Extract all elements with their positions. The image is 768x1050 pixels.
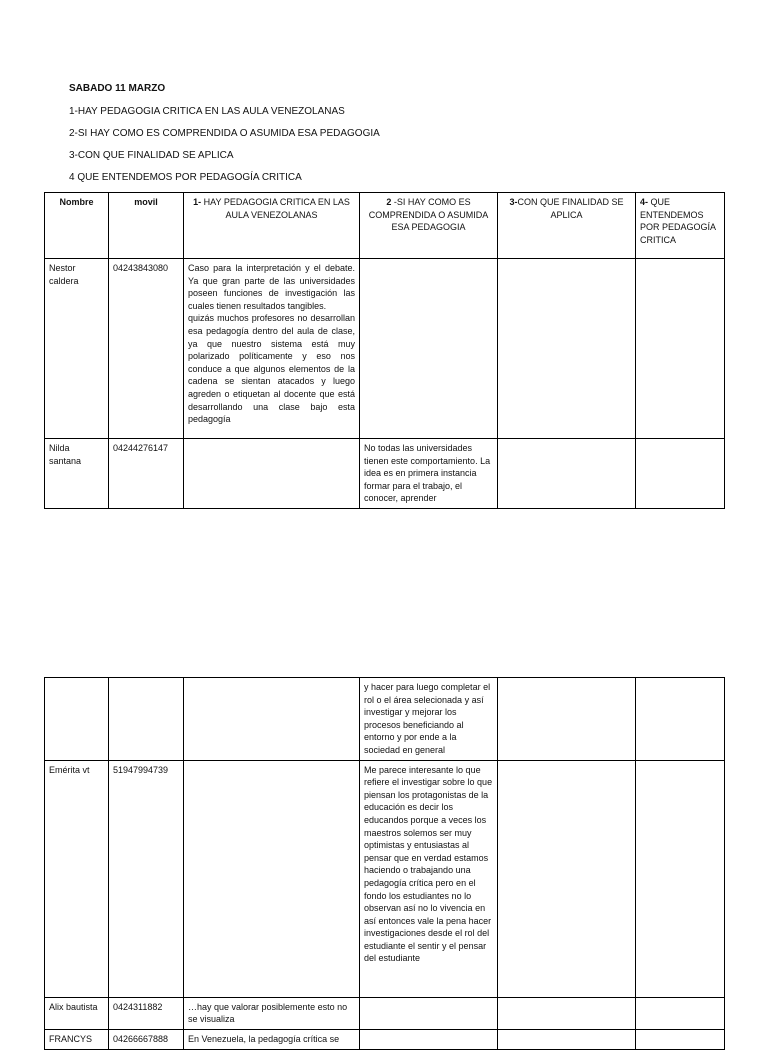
row-answer-q2: Me parece interesante lo que refiere el investigar sobre lo que piensan los protagonistas de la educación es decir los educandos porque a veces los maestros solemos ser muy optimistas y entusiastas al pensar que en verdad estamos haciendo o trabajando una pedagogía crítica pero en el fondo los estudiantes no lo observan así no lo vivencia en así entonces vale la pena hacer investigaciones desde el rol del estudiante el sentir y el pensar del estudiante: [360, 760, 498, 997]
row-name: Emérita vt: [45, 760, 109, 997]
row-phone: 04243843080: [109, 259, 184, 439]
row-answer-q3: [498, 997, 636, 1029]
table-row: [45, 439, 725, 509]
row-answer-q2: [360, 259, 498, 439]
question-3: 3-CON QUE FINALIDAD SE APLICA: [69, 150, 234, 161]
row-answer-q4: [636, 439, 725, 509]
row-answer-q1: [184, 678, 360, 761]
row-answer-q4: [636, 760, 725, 997]
document-date: SABADO 11 MARZO: [69, 83, 166, 94]
column-header-nombre: Nombre: [45, 193, 109, 259]
row-answer-q2: y hacer para luego completar el rol o el área selecionada y así investigar y mejorar los procesos beneficiando al entorno y por ende a la sociedad en general: [360, 678, 498, 761]
row-name: Nilda santana: [45, 439, 109, 509]
row-name: Nestor caldera: [45, 259, 109, 439]
row-answer-q3: [498, 259, 636, 439]
row-answer-q4: [636, 1029, 725, 1049]
row-answer-q1: En Venezuela, la pedagogía crítica se: [184, 1029, 360, 1049]
responses-table-continued: [44, 677, 725, 1050]
row-name: FRANCYS: [45, 1029, 109, 1049]
table-row: [45, 259, 725, 439]
row-answer-q1: Caso para la interpretación y el debate. Ya que gran parte de las universidades poseen funciones de investigación las cuales tienen resultados tangibles. quizás muchos profesores no desarrollan esa pedagogía dentro del aula de clase, ya que nuestro sistema está muy polarizado políticamente y eso nos conduce a que algunos elementos de la cadena se sientan atacados y luego agreden o etiquetan al docente que está desarrollando una clase bajo esta pedagogía: [184, 259, 360, 439]
row-phone: 04266667888: [109, 1029, 184, 1049]
table-row: [45, 760, 725, 997]
column-header-q4: 4- QUE ENTENDEMOS POR PEDAGOGÍA CRITICA: [636, 193, 725, 259]
row-name: [45, 678, 109, 761]
table-row: [45, 1029, 725, 1049]
row-answer-q1: [184, 439, 360, 509]
column-header-q1: 1- HAY PEDAGOGIA CRITICA EN LAS AULA VENEZOLANAS: [184, 193, 360, 259]
row-answer-q4: [636, 997, 725, 1029]
row-answer-q3: [498, 1029, 636, 1049]
responses-table: [44, 192, 725, 509]
question-2: 2-SI HAY COMO ES COMPRENDIDA O ASUMIDA ESA PEDAGOGIA: [69, 128, 380, 139]
row-answer-q4: [636, 259, 725, 439]
table-row: [45, 678, 725, 761]
row-phone: 04244276147: [109, 439, 184, 509]
row-answer-q2: No todas las universidades tienen este comportamiento. La idea es en primera instancia formar para el trabajo, el conocer, aprender: [360, 439, 498, 509]
row-phone: 51947994739: [109, 760, 184, 997]
column-header-q3: 3-CON QUE FINALIDAD SE APLICA: [498, 193, 636, 259]
row-answer-q3: [498, 439, 636, 509]
row-name: Alix bautista: [45, 997, 109, 1029]
row-answer-q4: [636, 678, 725, 761]
row-answer-q2: [360, 997, 498, 1029]
question-1: 1-HAY PEDAGOGIA CRITICA EN LAS AULA VENEZOLANAS: [69, 106, 345, 117]
row-answer-q2: [360, 1029, 498, 1049]
question-4: 4 QUE ENTENDEMOS POR PEDAGOGÍA CRITICA: [69, 172, 302, 183]
row-answer-q1: …hay que valorar posiblemente esto no se visualiza: [184, 997, 360, 1029]
row-phone: 0424311882: [109, 997, 184, 1029]
row-answer-q3: [498, 678, 636, 761]
column-header-q2: 2 -SI HAY COMO ES COMPRENDIDA O ASUMIDA ESA PEDAGOGIA: [360, 193, 498, 259]
column-header-movil: movil: [109, 193, 184, 259]
row-phone: [109, 678, 184, 761]
row-answer-q1: [184, 760, 360, 997]
table-header-row: [45, 193, 725, 259]
row-answer-q3: [498, 760, 636, 997]
table-row: [45, 997, 725, 1029]
